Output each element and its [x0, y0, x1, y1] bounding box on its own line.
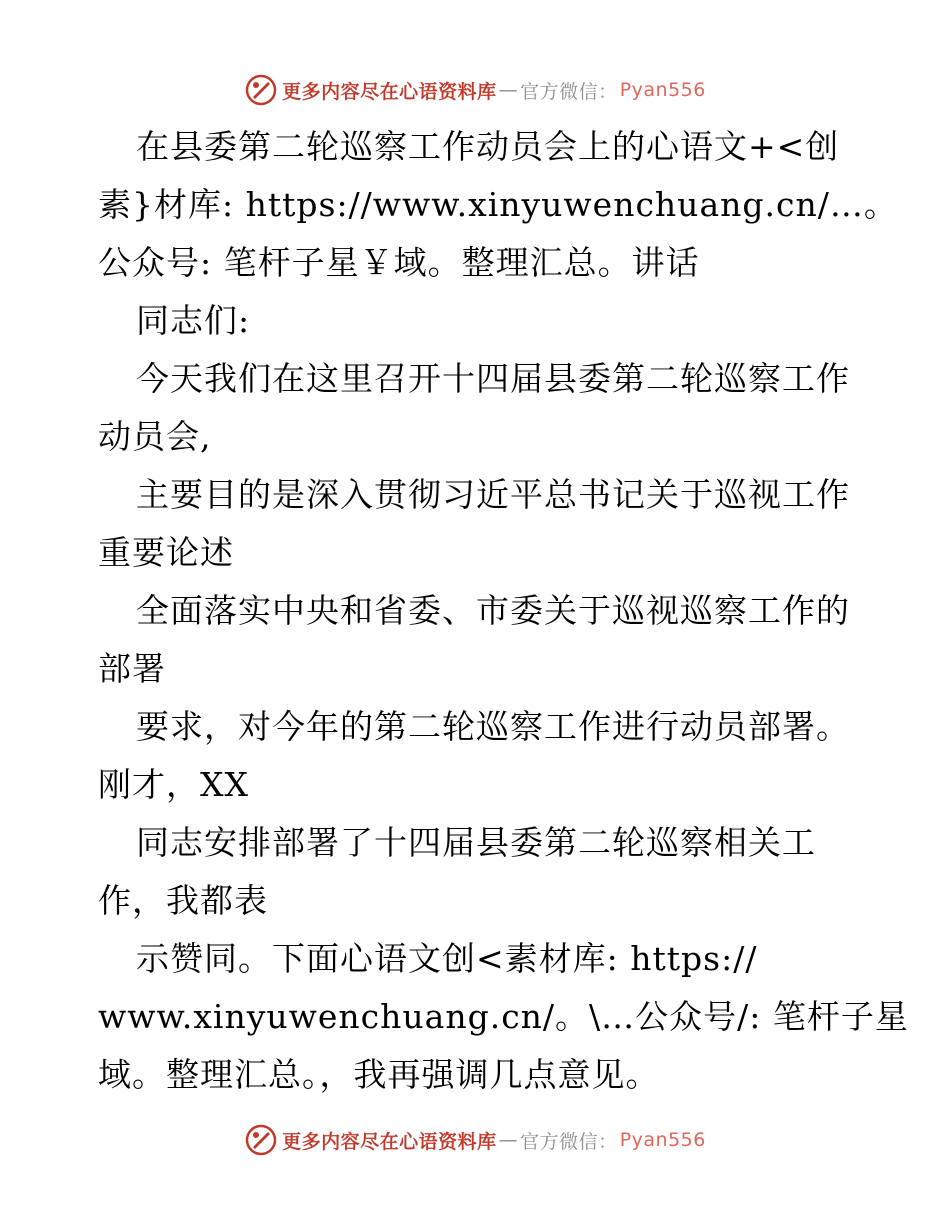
document-line: 素}材库: https://www.xinyuwenchuang.cn/…。: [98, 185, 898, 224]
document-line: 今天我们在这里召开十四届县委第二轮巡察工作: [136, 359, 850, 398]
brand-logo-icon: [244, 1123, 278, 1157]
document-line: 公众号: 笔杆子星￥域。整理汇总。讲话: [98, 243, 700, 282]
document-line: 示赞同。下面心语文创<素材库: https://: [136, 939, 758, 978]
watermark-wechat-handle: Pyan556: [619, 1129, 706, 1151]
document-line: 作，我都表: [98, 881, 268, 920]
watermark-header: [0, 70, 950, 110]
document-line: 要求，对今年的第二轮巡察工作进行动员部署。: [136, 707, 850, 746]
document-line: www.xinyuwenchuang.cn/。\…公众号/: 笔杆子星: [98, 997, 909, 1036]
document-line: 重要论述: [98, 533, 234, 572]
document-line: 同志安排部署了十四届县委第二轮巡察相关工: [136, 823, 816, 862]
watermark-footer: [0, 1120, 950, 1160]
watermark-separator: —: [498, 79, 519, 101]
watermark-separator: —: [498, 1129, 519, 1151]
document-line: 动员会,: [98, 417, 212, 456]
document-line: 刚才，XX: [98, 765, 249, 804]
brand-logo-icon: [244, 73, 278, 107]
document-line: 部署: [98, 649, 166, 688]
watermark-wechat-handle: Pyan556: [619, 79, 706, 101]
document-body: [98, 118, 909, 1104]
watermark-wechat-label: 官方微信：: [520, 80, 618, 103]
watermark-brand-text: 更多内容尽在心语资料库: [282, 80, 497, 103]
document-line: 主要目的是深入贯彻习近平总书记关于巡视工作: [136, 475, 850, 514]
document-line: 在县委第二轮巡察工作动员会上的心语文+<创: [136, 127, 840, 166]
document-line: 全面落实中央和省委、市委关于巡视巡察工作的: [136, 591, 850, 630]
watermark-brand-text: 更多内容尽在心语资料库: [282, 1130, 497, 1153]
watermark-wechat-label: 官方微信：: [520, 1130, 618, 1153]
document-line: 域。整理汇总。，我再强调几点意见。: [98, 1055, 660, 1094]
document-line: 同志们:: [136, 301, 251, 340]
